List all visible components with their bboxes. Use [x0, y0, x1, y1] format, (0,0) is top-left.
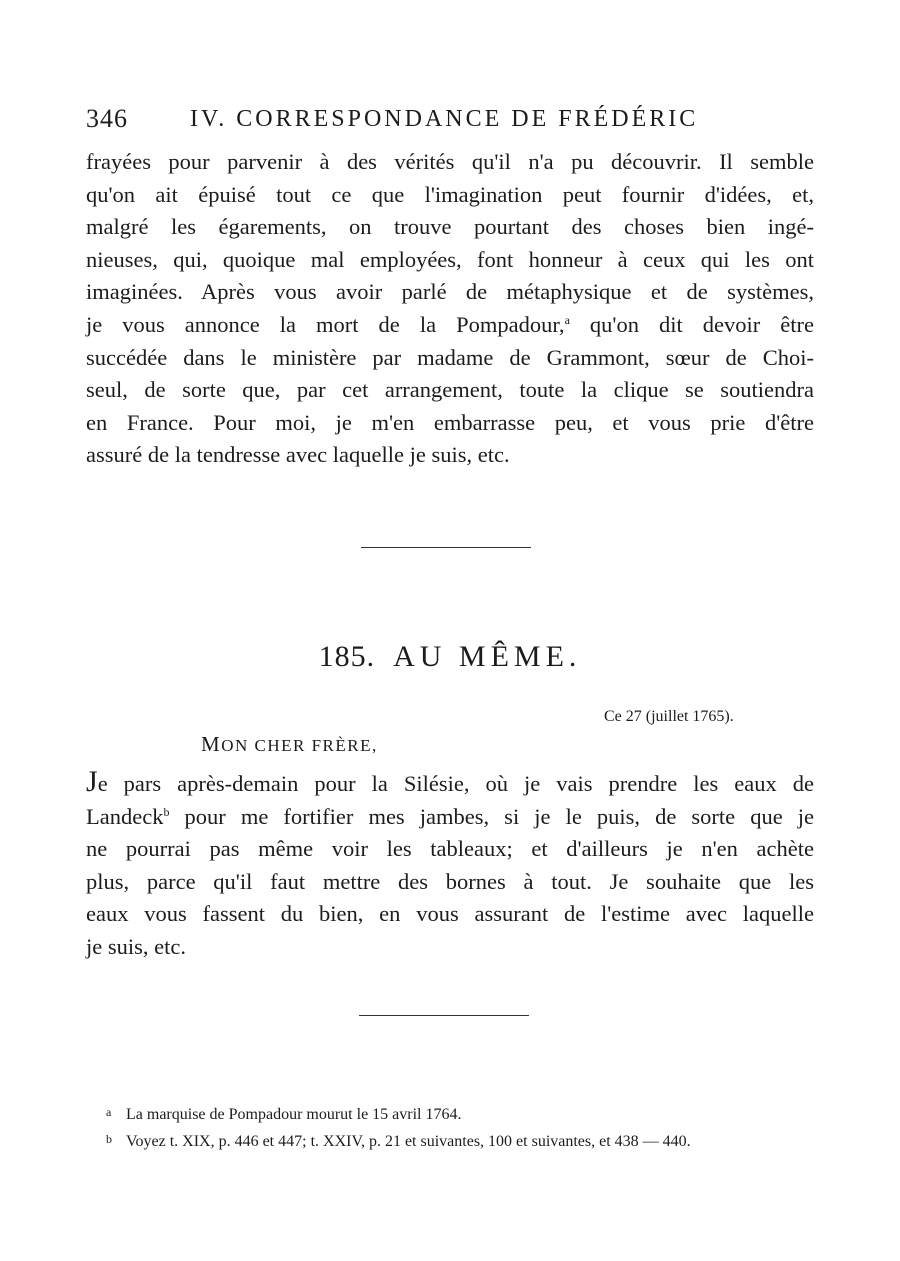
footnote-reference[interactable]: a: [564, 312, 570, 327]
footnote-mark: b: [106, 1132, 112, 1146]
text-line: eaux vous fassent du bien, en vous assurant de l'estime avec laquelle: [86, 901, 814, 927]
text-line: ne pourrai pas même voir les tableaux; et d'ailleurs je n'en achète: [86, 836, 814, 862]
footnote-mark: a: [106, 1105, 112, 1119]
text-line: plus, parce qu'il faut mettre des bornes à tout. Je souhaite que les: [86, 868, 814, 894]
letter-number: 185.: [318, 640, 376, 673]
text-line: succédée dans le ministère par madame de Grammont, sœur de Choi-: [86, 344, 814, 370]
text-segment: qu'on dit devoir être: [569, 311, 814, 337]
footnote: [106, 1100, 816, 1127]
page-number: 346: [86, 104, 128, 133]
footnote-text: Voyez t. XIX, p. 446 et 447; t. XXIV, p. 21 et suivantes, 100 et suivantes, et 438 — 440.: [126, 1133, 691, 1150]
text-line: seul, de sorte que, par cet arrangement, toute la clique se soutiendra: [86, 377, 814, 403]
letter-title: AU MÊME.: [393, 640, 582, 673]
text-segment: e pars après-demain pour la Silésie, où je vais prendre les eaux de: [97, 771, 814, 796]
footnote-reference[interactable]: b: [163, 804, 170, 819]
section-divider: [361, 547, 531, 548]
letter-heading: [0, 640, 900, 674]
footnote-text: La marquise de Pompadour mourut le 15 avril 1764.: [126, 1106, 462, 1123]
text-line: je suis, etc.: [86, 933, 186, 959]
salutation-capital: M: [201, 732, 222, 756]
text-line: malgré les égarements, on trouve pourtant des choses bien ingé-: [86, 214, 814, 240]
footnote: [106, 1127, 816, 1154]
salutation-text: ON CHER FRÈRE,: [221, 736, 378, 755]
text-line: imaginées. Après vous avoir parlé de métaphysique et de systèmes,: [86, 279, 814, 305]
text-segment: pour me fortifier mes jambes, si je le puis, de sorte que je: [169, 803, 814, 829]
text-segment: Landeck: [86, 803, 164, 829]
text-line: [86, 765, 814, 801]
page-header: [86, 104, 816, 138]
running-head: IV. CORRESPONDANCE DE FRÉDÉRIC: [190, 106, 699, 132]
text-segment: je vous annonce la mort de la Pompadour,: [86, 311, 565, 337]
section-divider: [359, 1015, 529, 1016]
text-line: frayées pour parvenir à des vérités qu'il n'a pu découvrir. Il semble: [86, 149, 814, 174]
drop-capital: J: [86, 765, 98, 798]
salutation: [201, 732, 378, 757]
text-line: [86, 801, 814, 834]
text-line: [86, 309, 814, 342]
text-line: nieuses, qui, quoique mal employées, font honneur à ceux qui les ont: [86, 246, 814, 272]
text-line: qu'on ait épuisé tout ce que l'imagination peut fournir d'idées, et,: [86, 181, 814, 207]
footnotes: [106, 1100, 816, 1154]
letter-body-paragraph: [86, 765, 814, 964]
text-line: assuré de la tendresse avec laquelle je suis, etc.: [86, 442, 510, 468]
text-line: en France. Pour moi, je m'en embarrasse peu, et vous prie d'être: [86, 409, 814, 435]
letter-date: Ce 27 (juillet 1765).: [604, 708, 734, 725]
continued-letter-paragraph: [86, 146, 814, 472]
